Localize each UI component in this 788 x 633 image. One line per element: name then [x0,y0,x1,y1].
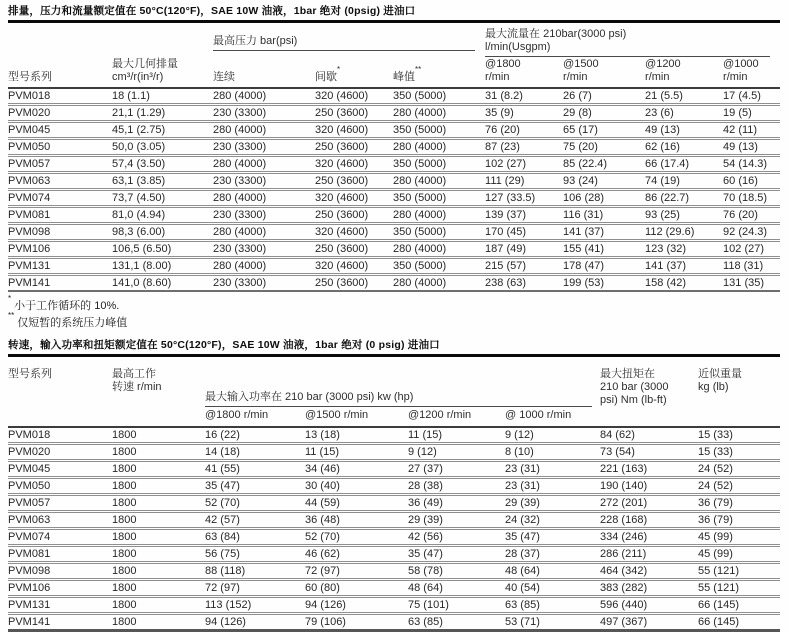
value-cell: 21,1 (1.29) [112,105,213,122]
value-cell: 250 (3600) [315,207,393,224]
value-cell: 86 (22.7) [645,190,723,207]
intermittent-label: 间歇 [315,71,337,83]
value-cell: 52 (70) [205,495,305,512]
value-cell: 280 (4000) [393,139,485,156]
value-cell: 102 (27) [723,241,780,258]
model-cell: PVM098 [8,563,112,580]
value-cell: 62 (16) [645,139,723,156]
value-cell: 53 (71) [505,614,600,631]
value-cell: 35 (47) [205,478,305,495]
value-cell: 123 (32) [645,241,723,258]
table-row [8,597,780,614]
max-speed-line1: 最高工作 [112,368,156,380]
value-cell: 49 (13) [723,139,780,156]
col-header-flow-1200: @1200 r/min [645,58,723,88]
value-cell: 79 (106) [305,614,408,631]
value-cell: 9 (12) [408,444,505,461]
value-cell: 106,5 (6.50) [112,241,213,258]
value-cell: 88 (118) [205,563,305,580]
value-cell: 36 (49) [408,495,505,512]
value-cell: 48 (64) [408,580,505,597]
value-cell: 28 (37) [505,546,600,563]
displacement-header-line1: 最大几何排量 [112,58,178,70]
value-cell: 199 (53) [563,275,645,292]
model-cell: PVM081 [8,207,112,224]
value-cell: 1800 [112,614,205,631]
value-cell: 228 (168) [600,512,698,529]
value-cell: 9 (12) [505,429,534,441]
value-cell: 13 (18) [305,429,340,441]
table-row [8,563,780,580]
table-row [8,614,780,631]
value-cell: 1800 [112,444,205,461]
value-cell: 286 (211) [600,546,698,563]
value-cell: 334 (246) [600,529,698,546]
value-cell: 106 (28) [563,190,645,207]
value-cell: 141 (37) [563,224,645,241]
col-header-power-1200: @1200 r/min [408,407,505,427]
value-cell: 63 (85) [505,597,600,614]
value-cell: 11 (15) [408,429,443,441]
value-cell: 383 (282) [600,580,698,597]
model-cell: PVM045 [8,122,112,139]
value-cell: 280 (4000) [213,90,267,102]
value-cell: 320 (4600) [315,258,393,275]
value-cell: 280 (4000) [213,258,315,275]
value-cell: 1800 [112,563,205,580]
value-cell: 72 (97) [205,580,305,597]
col-header-max-speed [112,363,205,427]
value-cell: 320 (4600) [315,122,393,139]
model-cell: PVM020 [8,444,112,461]
model-cell: PVM131 [8,258,112,275]
value-cell: 55 (121) [698,580,780,597]
col-group-max-flow [485,28,780,58]
value-cell: 280 (4000) [213,122,315,139]
speed-power-ratings-title: 转速，输入功率和扭矩额定值在 50°C(120°F)，SAE 10W 油液，1bar 绝对 (0 psig) 进油口 [8,338,780,357]
value-cell: 76 (20) [485,122,563,139]
table-row [8,512,780,529]
value-cell: 36 (48) [305,512,408,529]
col-header-power-1500: @1500 r/min [305,407,408,427]
displacement-table-body [8,88,780,291]
value-cell: 1800 [112,478,205,495]
table-row [8,122,780,139]
value-cell: 113 (152) [205,597,305,614]
value-cell: 87 (23) [485,139,563,156]
power-torque-table [8,363,780,632]
table-row [8,207,780,224]
value-cell: 170 (45) [485,224,563,241]
value-cell: 497 (367) [600,614,698,631]
value-cell: 350 (5000) [393,156,485,173]
col-header-displacement [112,28,213,88]
value-cell: 44 (59) [305,495,408,512]
model-cell: PVM045 [8,461,112,478]
value-cell: 127 (33.5) [485,190,563,207]
table-row [8,88,780,105]
value-cell: 73 (54) [600,444,698,461]
value-cell: 1800 [112,495,205,512]
value-cell: 280 (4000) [393,207,485,224]
power-table-header [8,363,780,427]
value-cell: 1800 [112,461,205,478]
value-cell: 45,1 (2.75) [112,122,213,139]
value-cell: 250 (3600) [315,105,393,122]
value-cell: 320 (4600) [315,224,393,241]
footnote-2-sup: ** [8,311,15,321]
model-cell: PVM081 [8,546,112,563]
value-cell: 131,1 (8.00) [112,258,213,275]
value-cell: 58 (78) [408,563,505,580]
value-cell: 1800 [112,512,205,529]
displacement-header-line2: cm³/r(in³/r) [112,71,164,83]
table-row [8,173,780,190]
peak-label: 峰值 [393,71,415,83]
table-row [8,258,780,275]
value-cell: 1800 [112,529,205,546]
value-cell: 131 (35) [723,275,780,292]
value-cell: 94 (126) [205,614,305,631]
value-cell: 24 (32) [505,512,600,529]
max-flow-group-line1: 最大流量在 210bar(3000 psi) [485,28,627,40]
col-header-weight: 近似重量 kg (lb) [698,363,780,427]
value-cell: 50,0 (3.05) [112,139,213,156]
value-cell: 250 (3600) [315,173,393,190]
col-header-continuous [213,58,315,88]
value-cell: 230 (3300) [213,105,315,122]
displacement-table-header [8,28,780,88]
footnotes [8,294,780,330]
intermittent-sup: * [337,65,341,75]
value-cell: 81,0 (4.94) [112,207,213,224]
col-header-model: 型号系列 [8,363,112,427]
value-cell: 23 (31) [505,461,600,478]
table-row [8,105,780,122]
value-cell: 23 (6) [645,105,723,122]
footnote-peak [8,311,780,330]
value-cell: 94 (126) [305,597,408,614]
col-group-max-pressure [213,28,485,58]
value-cell: 45 (99) [698,546,780,563]
value-cell: 280 (4000) [213,190,315,207]
value-cell: 66 (145) [698,597,780,614]
value-cell: 42 (56) [408,529,505,546]
value-cell: 75 (101) [408,597,505,614]
value-cell: 111 (29) [485,173,563,190]
value-cell: 34 (46) [305,461,408,478]
max-flow-group-line2: l/min(Usgpm) [485,41,551,53]
value-cell: 49 (13) [645,122,723,139]
value-cell: 21 (5.5) [645,90,683,102]
value-cell: 70 (18.5) [723,190,780,207]
model-cell: PVM106 [8,580,112,597]
value-cell: 1800 [112,597,205,614]
value-cell: 250 (3600) [315,139,393,156]
value-cell: 16 (22) [205,429,240,441]
table-row [8,275,780,292]
col-header-flow-1500: @1500 r/min [563,58,645,88]
value-cell: 230 (3300) [213,139,315,156]
value-cell: 1800 [112,546,205,563]
value-cell: 28 (38) [408,478,505,495]
model-cell: PVM057 [8,495,112,512]
value-cell: 60 (80) [305,580,408,597]
model-cell: PVM106 [8,241,112,258]
value-cell: 36 (79) [698,495,780,512]
model-cell: PVM057 [8,156,112,173]
value-cell: 250 (3600) [315,241,393,258]
value-cell: 24 (52) [698,461,780,478]
model-cell: PVM018 [8,90,51,102]
table-row [8,478,780,495]
value-cell: 93 (24) [563,173,645,190]
value-cell: 320 (4600) [315,156,393,173]
value-cell: 29 (39) [505,495,600,512]
model-cell: PVM074 [8,190,112,207]
max-input-power-group-label: 最大输入功率在 210 bar (3000 psi) kw (hp) [205,391,592,407]
footnote-intermittent [8,294,780,313]
value-cell: 41 (55) [205,461,305,478]
value-cell: 31 (8.2) [485,90,523,102]
value-cell: 350 (5000) [393,190,485,207]
value-cell: 27 (37) [408,461,505,478]
value-cell: 42 (11) [723,122,780,139]
header-group-row [8,28,780,58]
displacement-ratings-title: 排量，压力和流量额定值在 50°C(120°F)，SAE 10W 油液，1bar 绝对 (0psig) 进油口 [8,4,780,23]
value-cell: 238 (63) [485,275,563,292]
value-cell: 26 (7) [563,90,592,102]
value-cell: 46 (62) [305,546,408,563]
value-cell: 280 (4000) [213,156,315,173]
table-row [8,495,780,512]
value-cell: 36 (79) [698,512,780,529]
value-cell: 56 (75) [205,546,305,563]
value-cell: 30 (40) [305,478,408,495]
value-cell: 17 (4.5) [723,90,761,102]
value-cell: 272 (201) [600,495,698,512]
value-cell: 35 (9) [485,105,563,122]
model-cell: PVM098 [8,224,112,241]
value-cell: 8 (10) [505,444,600,461]
value-cell: 35 (47) [505,529,600,546]
value-cell: 190 (140) [600,478,698,495]
value-cell: 141,0 (8.60) [112,275,213,292]
value-cell: 75 (20) [563,139,645,156]
value-cell: 178 (47) [563,258,645,275]
table-row [8,241,780,258]
value-cell: 187 (49) [485,241,563,258]
value-cell: 73,7 (4.50) [112,190,213,207]
value-cell: 76 (20) [723,207,780,224]
value-cell: 66 (145) [698,614,780,631]
value-cell: 23 (31) [505,478,600,495]
model-cell: PVM018 [8,429,51,441]
col-header-power-1000: @ 1000 r/min [505,407,600,427]
value-cell: 158 (42) [645,275,723,292]
value-cell: 29 (39) [408,512,505,529]
value-cell: 230 (3300) [213,241,315,258]
model-cell: PVM020 [8,105,112,122]
value-cell: 112 (29.6) [645,224,723,241]
table-row [8,427,780,444]
value-cell: 15 (33) [698,444,780,461]
table-row [8,444,780,461]
table-row [8,461,780,478]
col-header-max-torque: 最大扭矩在 210 bar (3000 psi) Nm (lb-ft) [600,363,698,427]
value-cell: 93 (25) [645,207,723,224]
col-header-model: 型号系列 [8,28,112,88]
model-cell: PVM131 [8,597,112,614]
value-cell: 66 (17.4) [645,156,723,173]
value-cell: 74 (19) [645,173,723,190]
model-cell: PVM141 [8,275,112,292]
footnote-1-text: 小于工作循环的 10%. [11,300,120,312]
value-cell: 85 (22.4) [563,156,645,173]
max-flow-group-label [485,28,770,57]
col-header-power-1800: @1800 r/min [205,407,305,427]
value-cell: 40 (54) [505,580,600,597]
power-table-body [8,427,780,631]
col-header-flow-1000: @1000 r/min [723,58,780,88]
value-cell: 29 (8) [563,105,645,122]
value-cell: 596 (440) [600,597,698,614]
value-cell: 84 (62) [600,429,635,441]
value-cell: 48 (64) [505,563,600,580]
value-cell: 63,1 (3.85) [112,173,213,190]
value-cell: 350 (5000) [393,122,485,139]
model-cell: PVM050 [8,478,112,495]
col-header-intermittent [315,58,393,88]
value-cell: 102 (27) [485,156,563,173]
value-cell: 42 (57) [205,512,305,529]
value-cell: 280 (4000) [393,105,485,122]
value-cell: 1800 [112,429,137,441]
value-cell: 118 (31) [723,258,780,275]
value-cell: 464 (342) [600,563,698,580]
table-row [8,156,780,173]
value-cell: 221 (163) [600,461,698,478]
table-row [8,529,780,546]
value-cell: 1800 [112,580,205,597]
peak-sup: ** [415,65,422,75]
value-cell: 65 (17) [563,122,645,139]
continuous-label: 连续 [213,71,235,83]
value-cell: 98,3 (6.00) [112,224,213,241]
value-cell: 19 (5) [723,105,780,122]
value-cell: 63 (85) [408,614,505,631]
value-cell: 24 (52) [698,478,780,495]
table-row [8,139,780,156]
value-cell: 155 (41) [563,241,645,258]
value-cell: 18 (1.1) [112,90,150,102]
value-cell: 11 (15) [305,444,408,461]
model-cell: PVM141 [8,614,112,631]
table-row [8,190,780,207]
value-cell: 45 (99) [698,529,780,546]
displacement-flow-table [8,28,780,292]
col-header-flow-1800: @1800 r/min [485,58,563,88]
value-cell: 35 (47) [408,546,505,563]
value-cell: 63 (84) [205,529,305,546]
value-cell: 280 (4000) [393,173,485,190]
value-cell: 72 (97) [305,563,408,580]
value-cell: 230 (3300) [213,207,315,224]
max-speed-line2: 转速 r/min [112,381,162,393]
header-group-row [8,363,780,407]
value-cell: 230 (3300) [213,275,315,292]
value-cell: 350 (5000) [393,90,447,102]
footnote-2-text: 仅短暂的系统压力峰值 [14,317,128,329]
model-cell: PVM063 [8,512,112,529]
value-cell: 230 (3300) [213,173,315,190]
value-cell: 250 (3600) [315,275,393,292]
value-cell: 280 (4000) [393,275,485,292]
value-cell: 92 (24.3) [723,224,780,241]
value-cell: 116 (31) [563,207,645,224]
model-cell: PVM074 [8,529,112,546]
model-cell: PVM063 [8,173,112,190]
max-pressure-group-label: 最高压力 bar(psi) [213,35,475,51]
value-cell: 215 (57) [485,258,563,275]
value-cell: 320 (4600) [315,90,369,102]
value-cell: 350 (5000) [393,258,485,275]
value-cell: 55 (121) [698,563,780,580]
footnote-1-sup: * [8,294,12,304]
value-cell: 57,4 (3.50) [112,156,213,173]
value-cell: 141 (37) [645,258,723,275]
value-cell: 280 (4000) [213,224,315,241]
table-row [8,580,780,597]
table-row [8,546,780,563]
value-cell: 60 (16) [723,173,780,190]
value-cell: 139 (37) [485,207,563,224]
table-row [8,224,780,241]
value-cell: 52 (70) [305,529,408,546]
col-group-max-input-power [205,363,600,407]
value-cell: 15 (33) [698,429,733,441]
value-cell: 350 (5000) [393,224,485,241]
col-header-peak [393,58,485,88]
value-cell: 320 (4600) [315,190,393,207]
value-cell: 54 (14.3) [723,156,780,173]
value-cell: 14 (18) [205,444,305,461]
value-cell: 280 (4000) [393,241,485,258]
model-cell: PVM050 [8,139,112,156]
